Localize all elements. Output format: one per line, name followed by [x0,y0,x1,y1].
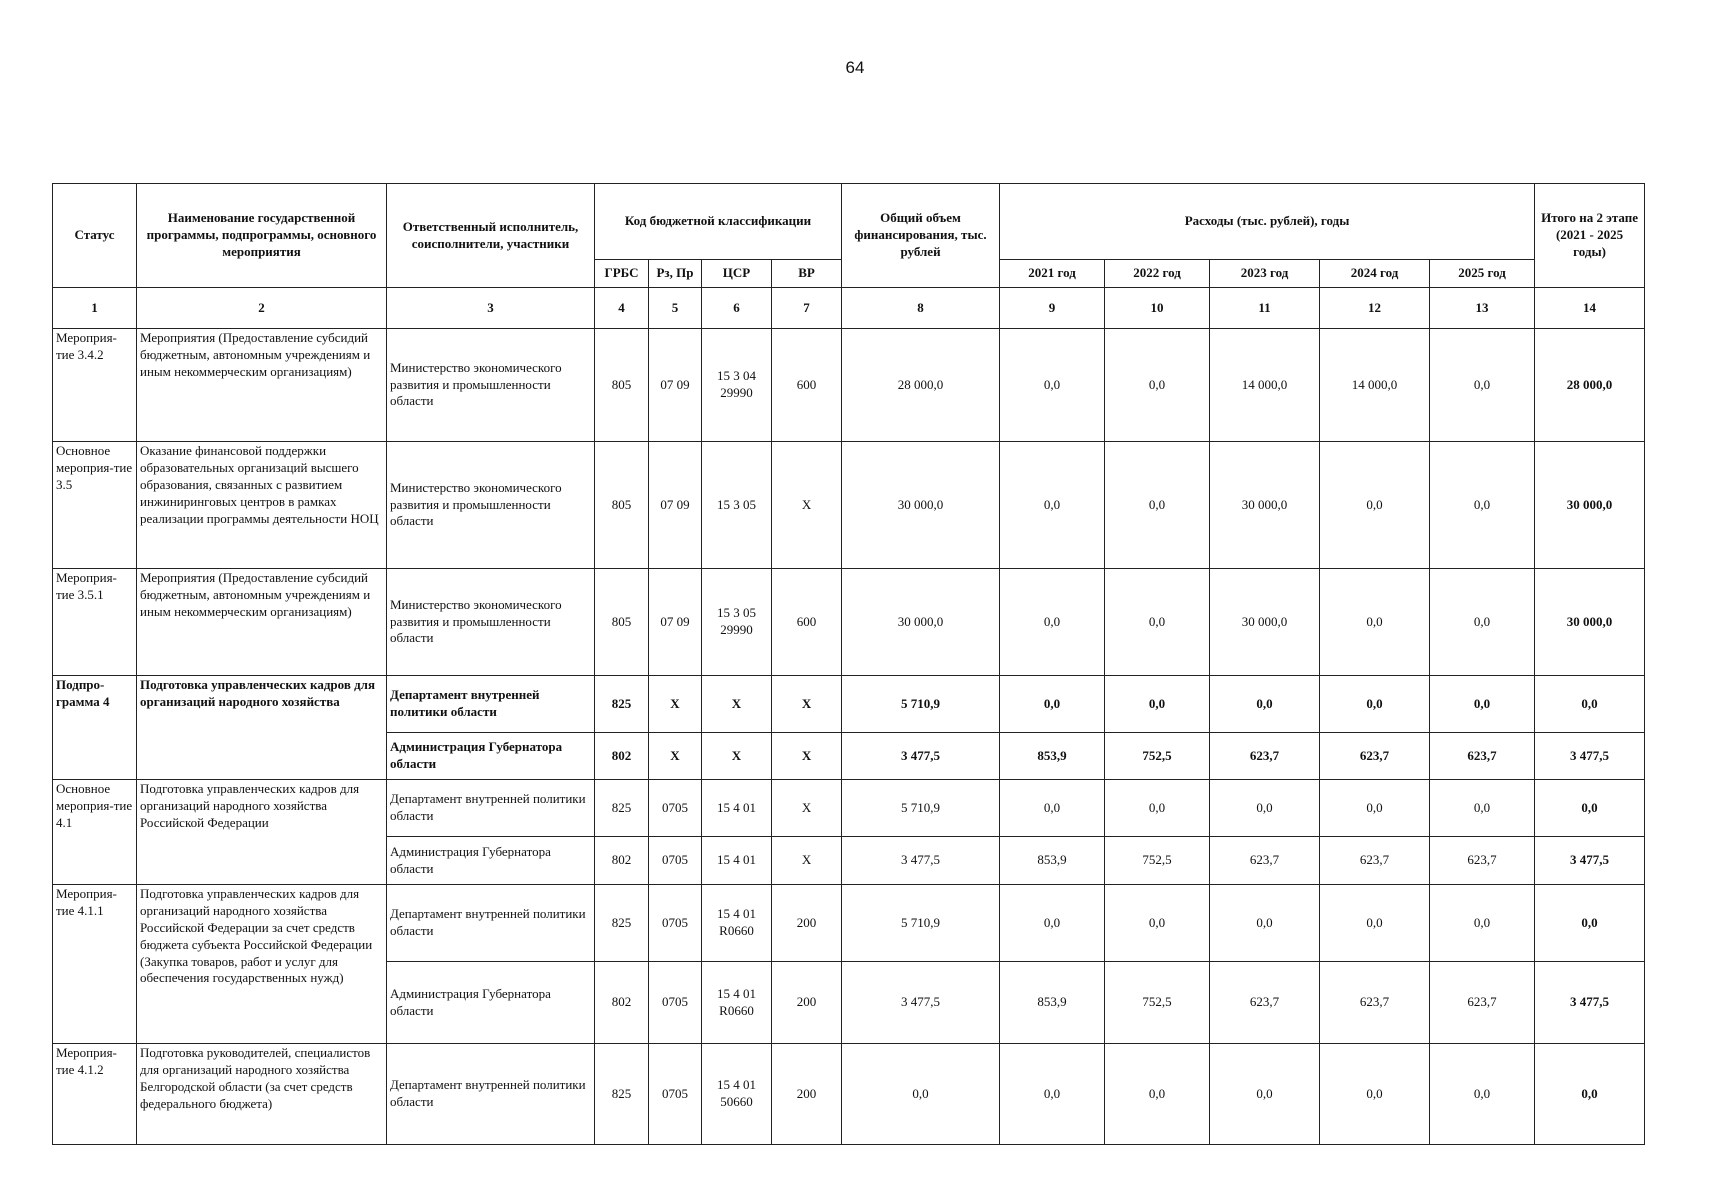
table-row [53,885,1645,962]
row-executor: Департамент внутренней политики области [387,1044,595,1145]
cell-stage-total: 3 477,5 [1535,962,1645,1044]
row-executor: Министерство экономического развития и промышленности области [387,442,595,569]
row-name: Оказание финансовой поддержки образовательных организаций высшего образования, связанных с развитием инжиниринговых центров в рамках реализации программы деятельности НОЦ [137,442,387,569]
cell-2024: 0,0 [1320,442,1430,569]
cell-stage-total: 30 000,0 [1535,442,1645,569]
column-number: 3 [387,288,595,329]
cell-rzpr: X [649,676,702,733]
cell-2022: 0,0 [1105,676,1210,733]
page-number: 64 [845,58,865,77]
cell-stage-total: 3 477,5 [1535,733,1645,780]
column-number: 1 [53,288,137,329]
cell-grbs: 825 [595,676,649,733]
header-name: Наименование государственной программы, подпрограммы, основного мероприятия [137,184,387,288]
cell-csr: 15 4 01 [702,837,772,885]
row-executor: Администрация Губернатора области [387,837,595,885]
row-name: Подготовка управленческих кадров для организаций народного хозяйства [137,676,387,780]
row-status: Мероприя-тие 4.1.1 [53,885,137,1044]
cell-stage-total: 0,0 [1535,780,1645,837]
cell-2021: 0,0 [1000,780,1105,837]
cell-2022: 0,0 [1105,329,1210,442]
column-number: 6 [702,288,772,329]
cell-2023: 0,0 [1210,885,1320,962]
row-name: Подготовка руководителей, специалистов для организаций народного хозяйства Белгородской области (за счет средств федерального бюджета) [137,1044,387,1145]
cell-csr: X [702,676,772,733]
cell-2022: 0,0 [1105,780,1210,837]
cell-vr: 200 [772,962,842,1044]
header-budget-code: Код бюджетной классификации [595,184,842,260]
cell-2022: 0,0 [1105,569,1210,676]
cell-grbs: 825 [595,780,649,837]
header-grbs: ГРБС [595,260,649,288]
cell-total: 5 710,9 [842,676,1000,733]
cell-vr: X [772,733,842,780]
cell-stage-total: 28 000,0 [1535,329,1645,442]
row-executor: Администрация Губернатора области [387,962,595,1044]
cell-2022: 0,0 [1105,1044,1210,1145]
cell-2022: 0,0 [1105,442,1210,569]
column-number: 9 [1000,288,1105,329]
table-row [53,780,1645,837]
header-total-volume: Общий объем финансирования, тыс. рублей [842,184,1000,288]
cell-2023: 623,7 [1210,733,1320,780]
cell-2021: 0,0 [1000,1044,1105,1145]
cell-rzpr: 0705 [649,962,702,1044]
column-number: 14 [1535,288,1645,329]
cell-stage-total: 0,0 [1535,885,1645,962]
cell-stage-total: 0,0 [1535,1044,1645,1145]
cell-2024: 14 000,0 [1320,329,1430,442]
row-executor: Министерство экономического развития и промышленности области [387,329,595,442]
cell-rzpr: 0705 [649,885,702,962]
row-executor: Департамент внутренней политики области [387,780,595,837]
cell-2023: 0,0 [1210,780,1320,837]
cell-2023: 30 000,0 [1210,569,1320,676]
cell-vr: X [772,676,842,733]
row-executor: Департамент внутренней политики области [387,885,595,962]
row-status: Мероприя-тие 3.5.1 [53,569,137,676]
cell-2023: 0,0 [1210,1044,1320,1145]
cell-vr: 600 [772,569,842,676]
cell-2024: 623,7 [1320,962,1430,1044]
column-number: 7 [772,288,842,329]
cell-2023: 623,7 [1210,962,1320,1044]
column-number-row [53,288,1645,329]
cell-2021: 853,9 [1000,837,1105,885]
cell-csr: 15 4 01 R0660 [702,962,772,1044]
cell-csr: 15 4 01 50660 [702,1044,772,1145]
cell-2021: 853,9 [1000,733,1105,780]
header-2022: 2022 год [1105,260,1210,288]
row-name: Подготовка управленческих кадров для организаций народного хозяйства Российской Федерации [137,780,387,885]
cell-2025: 623,7 [1430,837,1535,885]
cell-2024: 0,0 [1320,569,1430,676]
cell-2023: 0,0 [1210,676,1320,733]
header-executor: Ответственный исполнитель, соисполнители, участники [387,184,595,288]
column-number: 4 [595,288,649,329]
cell-2024: 0,0 [1320,780,1430,837]
table-row [53,569,1645,676]
column-number: 2 [137,288,387,329]
cell-2025: 623,7 [1430,962,1535,1044]
cell-vr: 200 [772,885,842,962]
cell-2021: 0,0 [1000,569,1105,676]
cell-csr: 15 3 05 [702,442,772,569]
column-number: 11 [1210,288,1320,329]
cell-grbs: 825 [595,1044,649,1145]
cell-csr: 15 4 01 [702,780,772,837]
header-2023: 2023 год [1210,260,1320,288]
cell-2025: 0,0 [1430,329,1535,442]
cell-grbs: 805 [595,442,649,569]
cell-2021: 0,0 [1000,676,1105,733]
header-vr: ВР [772,260,842,288]
cell-rzpr: 07 09 [649,329,702,442]
row-status: Основное мероприя-тие 4.1 [53,780,137,885]
cell-total: 30 000,0 [842,442,1000,569]
cell-2025: 0,0 [1430,1044,1535,1145]
cell-2022: 752,5 [1105,733,1210,780]
row-executor: Департамент внутренней политики области [387,676,595,733]
budget-table [52,183,1645,1145]
cell-grbs: 805 [595,569,649,676]
cell-vr: X [772,442,842,569]
header-status: Статус [53,184,137,288]
cell-2022: 0,0 [1105,885,1210,962]
cell-2024: 0,0 [1320,1044,1430,1145]
cell-grbs: 802 [595,962,649,1044]
cell-vr: X [772,780,842,837]
table-row [53,329,1645,442]
column-number: 10 [1105,288,1210,329]
cell-vr: 200 [772,1044,842,1145]
cell-grbs: 802 [595,837,649,885]
cell-vr: 600 [772,329,842,442]
cell-2021: 0,0 [1000,329,1105,442]
row-status: Основное мероприя-тие 3.5 [53,442,137,569]
cell-2022: 752,5 [1105,962,1210,1044]
header-2021: 2021 год [1000,260,1105,288]
cell-total: 3 477,5 [842,962,1000,1044]
cell-grbs: 825 [595,885,649,962]
cell-2025: 0,0 [1430,569,1535,676]
cell-grbs: 802 [595,733,649,780]
table-row [53,1044,1645,1145]
header-csr: ЦСР [702,260,772,288]
cell-stage-total: 30 000,0 [1535,569,1645,676]
cell-rzpr: 07 09 [649,569,702,676]
table-row [53,676,1645,733]
cell-2021: 0,0 [1000,885,1105,962]
cell-2024: 0,0 [1320,676,1430,733]
cell-csr: 15 4 01 R0660 [702,885,772,962]
column-number: 12 [1320,288,1430,329]
cell-stage-total: 3 477,5 [1535,837,1645,885]
cell-rzpr: X [649,733,702,780]
cell-2024: 0,0 [1320,885,1430,962]
row-executor: Министерство экономического развития и промышленности области [387,569,595,676]
cell-2021: 853,9 [1000,962,1105,1044]
cell-total: 28 000,0 [842,329,1000,442]
row-status: Мероприя-тие 4.1.2 [53,1044,137,1145]
cell-2023: 30 000,0 [1210,442,1320,569]
cell-2024: 623,7 [1320,837,1430,885]
header-2025: 2025 год [1430,260,1535,288]
column-number: 8 [842,288,1000,329]
column-number: 5 [649,288,702,329]
row-status: Подпро-грамма 4 [53,676,137,780]
cell-total: 5 710,9 [842,885,1000,962]
cell-2025: 0,0 [1430,442,1535,569]
header-expenses: Расходы (тыс. рублей), годы [1000,184,1535,260]
cell-csr: X [702,733,772,780]
cell-csr: 15 3 04 29990 [702,329,772,442]
header-2024: 2024 год [1320,260,1430,288]
cell-2024: 623,7 [1320,733,1430,780]
cell-total: 3 477,5 [842,837,1000,885]
cell-total: 0,0 [842,1044,1000,1145]
cell-rzpr: 07 09 [649,442,702,569]
cell-csr: 15 3 05 29990 [702,569,772,676]
row-status: Мероприя-тие 3.4.2 [53,329,137,442]
row-executor: Администрация Губернатора области [387,733,595,780]
cell-2025: 623,7 [1430,733,1535,780]
cell-2023: 623,7 [1210,837,1320,885]
header-rzpr: Рз, Пр [649,260,702,288]
table-row [53,442,1645,569]
column-number: 13 [1430,288,1535,329]
cell-2022: 752,5 [1105,837,1210,885]
cell-total: 30 000,0 [842,569,1000,676]
cell-rzpr: 0705 [649,780,702,837]
cell-vr: X [772,837,842,885]
cell-stage-total: 0,0 [1535,676,1645,733]
cell-total: 3 477,5 [842,733,1000,780]
row-name: Мероприятия (Предоставление субсидий бюджетным, автономным учреждениям и иным некоммерческим организациям) [137,329,387,442]
header-total-stage: Итого на 2 этапе (2021 - 2025 годы) [1535,184,1645,288]
cell-2025: 0,0 [1430,676,1535,733]
row-name: Мероприятия (Предоставление субсидий бюджетным, автономным учреждениям и иным некоммерческим организациям) [137,569,387,676]
cell-2021: 0,0 [1000,442,1105,569]
cell-rzpr: 0705 [649,837,702,885]
cell-2025: 0,0 [1430,780,1535,837]
cell-2023: 14 000,0 [1210,329,1320,442]
row-name: Подготовка управленческих кадров для организаций народного хозяйства Российской Федерации за счет средств бюджета субъекта Российской Федерации (Закупка товаров, работ и услуг для обеспечения государственных нужд) [137,885,387,1044]
cell-rzpr: 0705 [649,1044,702,1145]
cell-grbs: 805 [595,329,649,442]
cell-total: 5 710,9 [842,780,1000,837]
cell-2025: 0,0 [1430,885,1535,962]
